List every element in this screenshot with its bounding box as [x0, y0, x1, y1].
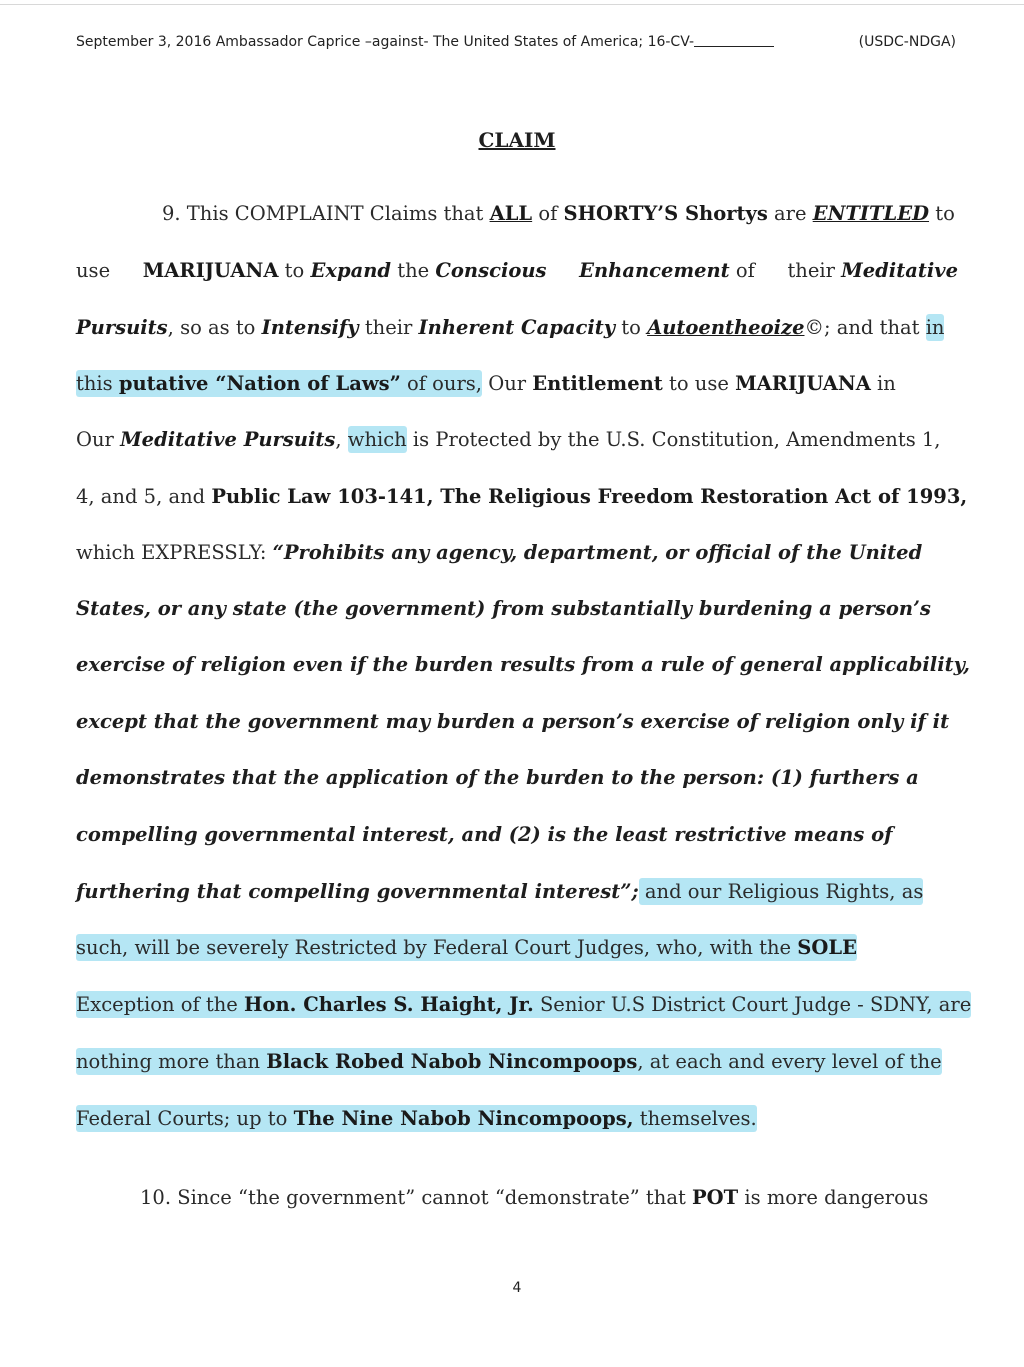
highlight: Exception of the Hon. Charles S. Haight, Jr. Senior U.S District Court Judge - SDNY, are	[76, 993, 972, 1016]
highlight: and our Religious Rights, as	[638, 880, 924, 903]
paragraph-9-line-9: exercise of religion even if the burden results from a rule of general applicability,	[76, 653, 970, 676]
paragraph-9-line-8: States, or any state (the government) from substantially burdening a person’s	[76, 597, 931, 620]
court-designation: (USDC-NDGA)	[858, 34, 956, 50]
paragraph-9-line-4: this putative “Nation of Laws” of ours, Our Entitlement to use MARIJUANA in	[76, 372, 896, 395]
paragraph-9-line-17	[76, 1103, 958, 1135]
paragraph-9-line-2: use MARIJUANA to Expand the Conscious Enhancement of their Meditative	[76, 259, 958, 282]
page-header	[76, 34, 956, 50]
paragraph-10-line-1: 10. Since “the government” cannot “demonstrate” that POT is more dangerous	[140, 1186, 929, 1209]
highlight: in	[925, 316, 945, 339]
paragraph-9-line-14	[76, 932, 958, 964]
case-number-blank	[694, 46, 774, 47]
paragraph-9-line-11: demonstrates that the application of the burden to the person: (1) furthers a	[76, 766, 919, 789]
paragraph-9-line-10: except that the government may burden a person’s exercise of religion only if it	[76, 710, 950, 733]
paragraph-9-line-6: 4, and 5, and Public Law 103-141, The Religious Freedom Restoration Act of 1993,	[76, 485, 968, 508]
page-top-edge	[0, 4, 1024, 5]
section-title: CLAIM	[478, 128, 556, 152]
paragraph-9-line-13: furthering that compelling governmental interest”; and our Religious Rights, as	[76, 880, 924, 903]
paragraph-9-line-12: compelling governmental interest, and (2) is the least restrictive means of	[76, 823, 893, 846]
highlight: such, will be severely Restricted by Federal Court Judges, who, with the SOLE	[76, 936, 857, 959]
case-caption: September 3, 2016 Ambassador Caprice –against- The United States of America; 16-CV-	[76, 34, 695, 50]
page-number: 4	[512, 1280, 522, 1296]
paragraph-9-line-15	[76, 989, 972, 1021]
paragraph-9-line-1: 9. This COMPLAINT Claims that ALL of SHORTY’S Shortys are ENTITLED to	[162, 202, 955, 225]
highlight: which	[347, 428, 407, 451]
paragraph-9-line-16	[76, 1046, 958, 1078]
paragraph-9-line-5: Our Meditative Pursuits, which is Protected by the U.S. Constitution, Amendments 1,	[76, 428, 941, 451]
highlight: nothing more than Black Robed Nabob Nincompoops, at each and every level of the	[76, 1050, 942, 1073]
highlight: this putative “Nation of Laws” of ours,	[76, 372, 483, 395]
paragraph-9-line-7: which EXPRESSLY: “Prohibits any agency, department, or official of the United	[76, 541, 923, 564]
paragraph-9-line-3: Pursuits, so as to Intensify their Inherent Capacity to Autoentheoize©; and that in	[76, 316, 945, 339]
highlight: Federal Courts; up to The Nine Nabob Nincompoops, themselves.	[76, 1107, 757, 1130]
